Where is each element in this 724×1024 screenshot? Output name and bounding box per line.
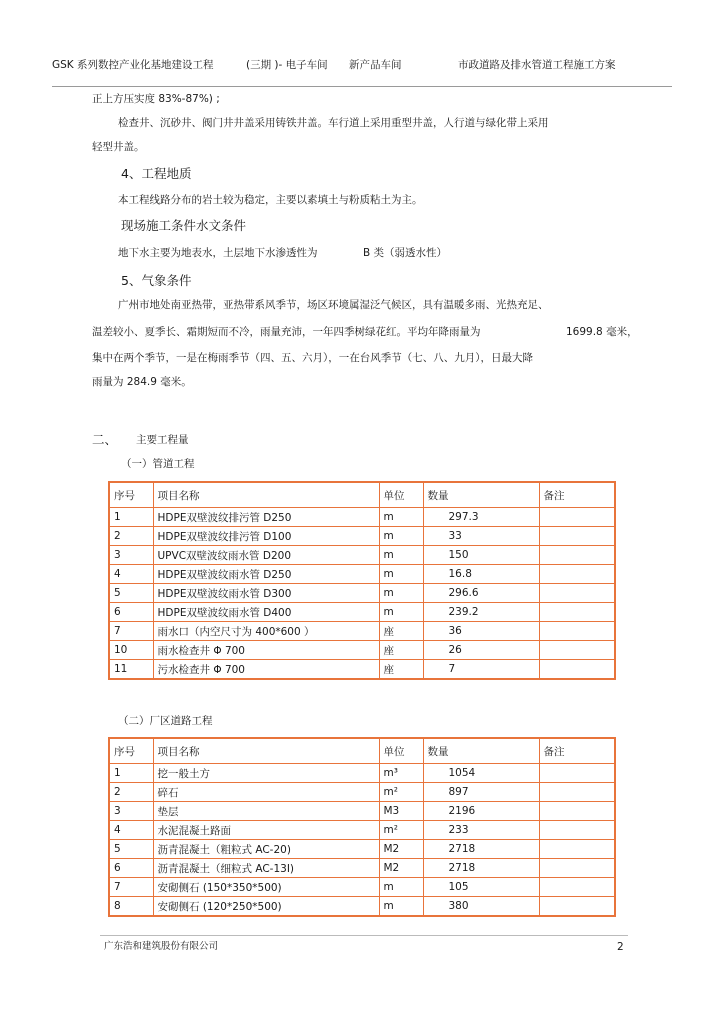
climate-text-4: 雨量为 284.9 毫米。 <box>92 376 192 388</box>
cell-qty: 16.8 <box>423 565 539 584</box>
pipe-quantity-table <box>108 481 616 680</box>
cell-no: 5 <box>109 584 153 603</box>
cell-unit: m² <box>379 783 423 802</box>
cell-note <box>539 603 615 622</box>
cell-qty: 239.2 <box>423 603 539 622</box>
rainfall-annual: 1699.8 毫米， <box>566 326 638 338</box>
cell-qty: 150 <box>423 546 539 565</box>
cell-qty: 36 <box>423 622 539 641</box>
hydrology-text: 地下水主要为地表水，土层地下水渗透性为 <box>118 247 318 259</box>
cell-qty: 380 <box>423 897 539 917</box>
cell-note <box>539 783 615 802</box>
cell-note <box>539 527 615 546</box>
cell-no: 1 <box>109 508 153 527</box>
cell-no: 4 <box>109 565 153 584</box>
cell-unit: M3 <box>379 802 423 821</box>
cell-no: 10 <box>109 641 153 660</box>
cell-qty: 26 <box>423 641 539 660</box>
hydrology-class: B 类（弱透水性） <box>363 247 448 259</box>
table-header-row <box>109 738 615 764</box>
header-phase: (三期 )- 电子车间 <box>246 59 328 71</box>
col-header-no: 序号 <box>109 482 153 508</box>
cell-unit: 座 <box>379 660 423 680</box>
cell-unit: m² <box>379 821 423 840</box>
cell-unit: m <box>379 546 423 565</box>
cell-no: 8 <box>109 897 153 917</box>
table-row <box>109 546 615 565</box>
section-number: 二、 <box>92 432 118 447</box>
cell-unit: m <box>379 603 423 622</box>
cell-name: 安砌侧石 (120*250*500) <box>153 897 379 917</box>
subsection-road: （二）厂区道路工程 <box>118 715 213 727</box>
table-row <box>109 878 615 897</box>
cell-note <box>539 660 615 680</box>
cell-name: 沥青混凝土（细粒式 AC-13I) <box>153 859 379 878</box>
table-row <box>109 783 615 802</box>
cell-note <box>539 764 615 783</box>
cell-no: 2 <box>109 527 153 546</box>
col-header-unit: 单位 <box>379 738 423 764</box>
cell-unit: m <box>379 508 423 527</box>
cell-note <box>539 878 615 897</box>
cell-qty: 233 <box>423 821 539 840</box>
cell-note <box>539 840 615 859</box>
col-header-qty: 数量 <box>423 738 539 764</box>
cell-name: 沥青混凝土（粗粒式 AC-20) <box>153 840 379 859</box>
cell-unit: m <box>379 897 423 917</box>
table-row <box>109 840 615 859</box>
cell-qty: 7 <box>423 660 539 680</box>
cell-no: 7 <box>109 622 153 641</box>
cell-no: 2 <box>109 783 153 802</box>
cell-no: 4 <box>109 821 153 840</box>
col-header-no: 序号 <box>109 738 153 764</box>
manhole-cover-line-end: 轻型井盖。 <box>92 141 145 153</box>
cell-qty: 33 <box>423 527 539 546</box>
footer-rule <box>100 935 628 936</box>
cell-qty: 2718 <box>423 859 539 878</box>
col-header-note: 备注 <box>539 482 615 508</box>
col-header-note: 备注 <box>539 738 615 764</box>
page-number: 2 <box>617 941 624 953</box>
climate-text-3: 集中在两个季节，一是在梅雨季节（四、五、六月），一在台风季节（七、八、九月），日最大降 <box>92 352 533 364</box>
cell-name: UPVC双壁波纹雨水管 D200 <box>153 546 379 565</box>
cell-no: 3 <box>109 802 153 821</box>
cell-no: 11 <box>109 660 153 680</box>
table-header-row <box>109 482 615 508</box>
cell-name: 垫层 <box>153 802 379 821</box>
table-row <box>109 821 615 840</box>
cell-note <box>539 622 615 641</box>
cell-no: 6 <box>109 603 153 622</box>
cell-no: 5 <box>109 840 153 859</box>
cell-no: 1 <box>109 764 153 783</box>
table-row <box>109 603 615 622</box>
cell-note <box>539 802 615 821</box>
heading-hydrology: 现场施工条件水文条件 <box>121 218 247 233</box>
cell-no: 3 <box>109 546 153 565</box>
footer-company: 广东浩和建筑股份有限公司 <box>104 941 219 952</box>
col-header-name: 项目名称 <box>153 482 379 508</box>
cell-unit: M2 <box>379 840 423 859</box>
heading-geology: 4、工程地质 <box>121 166 192 181</box>
cell-note <box>539 897 615 917</box>
header-project: GSK 系列数控产业化基地建设工程 <box>52 59 214 71</box>
table-row <box>109 764 615 783</box>
header-rule <box>52 86 672 87</box>
header-doc-title: 市政道路及排水管道工程施工方案 <box>458 59 616 71</box>
subsection-pipe: （一）管道工程 <box>121 458 195 470</box>
table-row <box>109 565 615 584</box>
cell-note <box>539 508 615 527</box>
cell-qty: 297.3 <box>423 508 539 527</box>
cell-qty: 2718 <box>423 840 539 859</box>
cell-note <box>539 584 615 603</box>
heading-climate: 5、气象条件 <box>121 273 192 288</box>
header-workshop: 新产品车间 <box>349 59 402 71</box>
col-header-qty: 数量 <box>423 482 539 508</box>
road-quantity-table <box>108 737 616 917</box>
cell-qty: 296.6 <box>423 584 539 603</box>
climate-text-2: 温差较小、夏季长、霜期短而不冷，雨量充沛，一年四季树绿花红。平均年降雨量为 <box>92 326 481 338</box>
table-row <box>109 897 615 917</box>
col-header-name: 项目名称 <box>153 738 379 764</box>
table-row <box>109 527 615 546</box>
cell-name: 雨水检查井 Φ 700 <box>153 641 379 660</box>
cell-name: HDPE双壁波纹排污管 D100 <box>153 527 379 546</box>
cell-note <box>539 821 615 840</box>
col-header-unit: 单位 <box>379 482 423 508</box>
cell-note <box>539 859 615 878</box>
cell-unit: 座 <box>379 622 423 641</box>
cell-name: HDPE双壁波纹雨水管 D300 <box>153 584 379 603</box>
cell-name: 挖一般土方 <box>153 764 379 783</box>
cell-unit: m <box>379 878 423 897</box>
cell-note <box>539 565 615 584</box>
cell-name: HDPE双壁波纹排污管 D250 <box>153 508 379 527</box>
cell-unit: m <box>379 527 423 546</box>
cell-qty: 2196 <box>423 802 539 821</box>
table-row <box>109 508 615 527</box>
cell-qty: 105 <box>423 878 539 897</box>
table-row <box>109 802 615 821</box>
table-row <box>109 859 615 878</box>
cell-no: 6 <box>109 859 153 878</box>
table-row <box>109 622 615 641</box>
cell-unit: m³ <box>379 764 423 783</box>
cell-unit: m <box>379 565 423 584</box>
climate-text-1: 广州市地处南亚热带，亚热带系风季节，场区环境属湿泛气候区，具有温暖多雨、光热充足、 <box>118 299 549 311</box>
geology-text: 本工程线路分布的岩土较为稳定，主要以素填土与粉质粘土为主。 <box>118 194 423 206</box>
cell-qty: 897 <box>423 783 539 802</box>
manhole-cover-line: 检查井、沉砂井、阀门井井盖采用铸铁井盖。车行道上采用重型井盖，人行道与绿化带上采用 <box>118 117 549 129</box>
cell-name: HDPE双壁波纹雨水管 D250 <box>153 565 379 584</box>
cell-unit: m <box>379 584 423 603</box>
cell-name: 水泥混凝土路面 <box>153 821 379 840</box>
cell-name: 安砌侧石 (150*350*500) <box>153 878 379 897</box>
cell-unit: M2 <box>379 859 423 878</box>
cell-name: 污水检查井 Φ 700 <box>153 660 379 680</box>
cell-qty: 1054 <box>423 764 539 783</box>
cell-name: 雨水口（内空尺寸为 400*600 ） <box>153 622 379 641</box>
table-row <box>109 584 615 603</box>
cell-no: 7 <box>109 878 153 897</box>
cell-note <box>539 641 615 660</box>
section-title: 主要工程量 <box>136 434 189 446</box>
cell-note <box>539 546 615 565</box>
cell-name: HDPE双壁波纹雨水管 D400 <box>153 603 379 622</box>
table-row <box>109 660 615 680</box>
cell-unit: 座 <box>379 641 423 660</box>
table-row <box>109 641 615 660</box>
cell-name: 碎石 <box>153 783 379 802</box>
compaction-line: 正上方压实度 83%-87%) ; <box>92 93 220 105</box>
